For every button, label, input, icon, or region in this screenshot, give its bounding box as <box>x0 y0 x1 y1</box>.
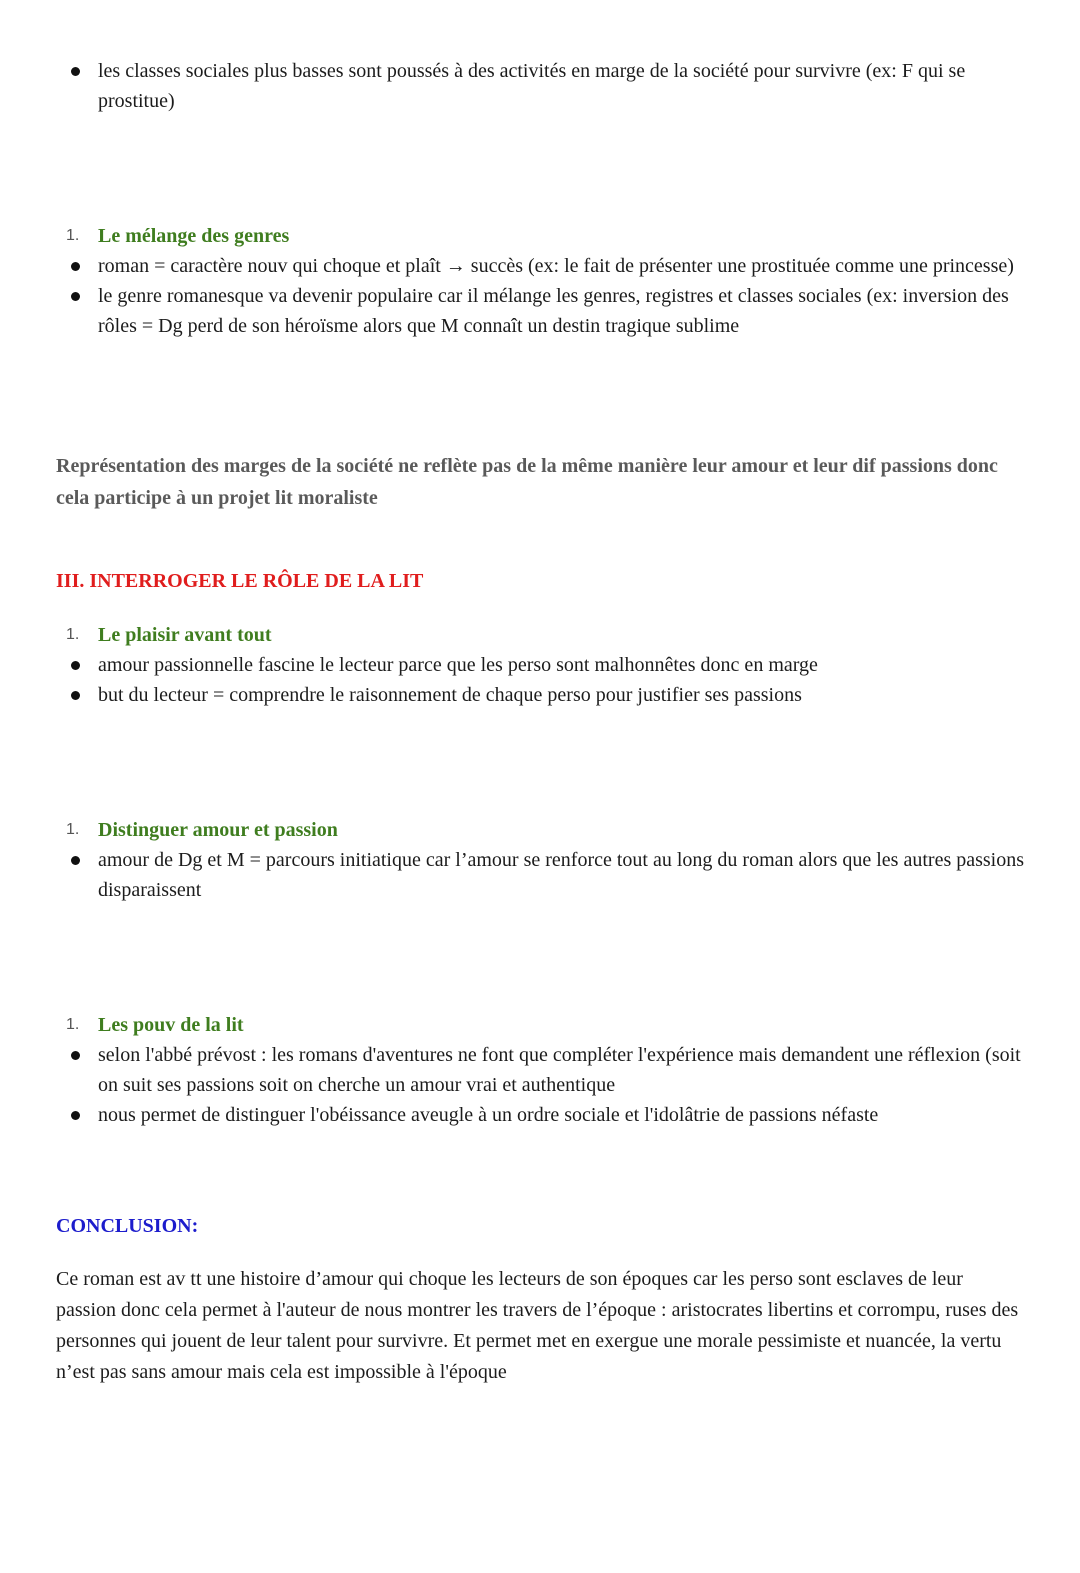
plaisir-bullet-list <box>56 650 1026 710</box>
list-item: amour passionnelle fascine le lecteur parce que les perso sont malhonnêtes donc en marge <box>56 650 1026 680</box>
subsection-number: 1. <box>66 821 80 838</box>
list-item: roman = caractère nouv qui choque et plaît → succès (ex: le fait de présenter une prostituée comme une princesse) <box>56 251 1026 281</box>
section-pouv <box>56 1010 1026 1130</box>
list-item: but du lecteur = comprendre le raisonnement de chaque perso pour justifier ses passions <box>56 680 1026 710</box>
transition-note: Représentation des marges de la société ne reflète pas de la même manière leur amour et leur dif passions donc cela participe à un projet lit moraliste <box>56 455 998 509</box>
list-item: le genre romanesque va devenir populaire car il mélange les genres, registres et classes sociales (ex: inversion des rôles = Dg perd de son héroïsme alors que M connaît un destin tragique sublime <box>56 281 1026 341</box>
subsection-heading <box>56 221 1026 251</box>
conclusion-paragraph: Ce roman est av tt une histoire d’amour qui choque les lecteurs de son époques car les perso sont esclaves de leur passion donc cela permet à l'auteur de nous montrer les travers de l’époque : aristocrates libertins et corrompu, ruses des personnes qui jouent de leur talent pour survivre. Et permet met en exergue une morale pessimiste et nuancée, la vertu n’est pas sans amour mais cela est impossible à l'époque <box>56 1268 1019 1383</box>
section-melange <box>56 221 1026 341</box>
section-title: III. INTERROGER LE RÔLE DE LA LIT <box>56 570 424 592</box>
subsection-title: Le plaisir avant tout <box>98 624 272 646</box>
pouv-bullet-list <box>56 1040 1026 1130</box>
subsection-heading <box>56 620 1026 650</box>
list-item: les classes sociales plus basses sont poussés à des activités en marge de la société pour survivre (ex: F qui se prostitue) <box>56 56 1026 116</box>
subsection-number: 1. <box>66 227 80 244</box>
distinguer-bullet-list <box>56 845 1026 905</box>
list-item: nous permet de distinguer l'obéissance aveugle à un ordre sociale et l'idolâtrie de passions néfaste <box>56 1100 1026 1130</box>
subsection-heading <box>56 815 1026 845</box>
subsection-title: Le mélange des genres <box>98 225 290 247</box>
subsection-number: 1. <box>66 1016 80 1033</box>
conclusion-title: CONCLUSION: <box>56 1215 199 1237</box>
list-item: selon l'abbé prévost : les romans d'aventures ne font que compléter l'expérience mais demandent une réflexion (soit on suit ses passions soit on cherche un amour vrai et authentique <box>56 1040 1026 1100</box>
subsection-number: 1. <box>66 626 80 643</box>
subsection-title: Distinguer amour et passion <box>98 819 338 841</box>
subsection-heading <box>56 1010 1026 1040</box>
melange-bullet-list <box>56 251 1026 341</box>
subsection-title: Les pouv de la lit <box>98 1014 244 1036</box>
section-plaisir <box>56 620 1026 710</box>
intro-bullet-list <box>56 56 1026 116</box>
intro-block <box>56 56 1026 116</box>
section-distinguer <box>56 815 1026 905</box>
list-item: amour de Dg et M = parcours initiatique car l’amour se renforce tout au long du roman alors que les autres passions disparaissent <box>56 845 1026 905</box>
